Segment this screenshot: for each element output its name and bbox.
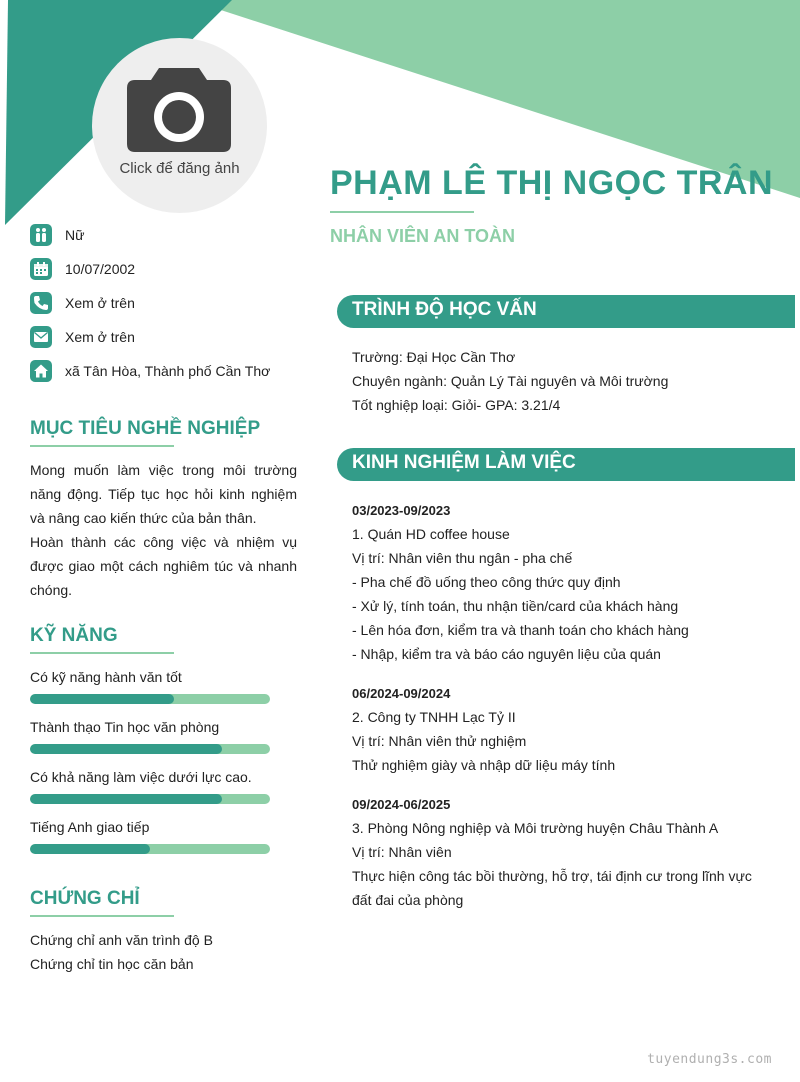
objective-paragraph: Hoàn thành các công việc và nhiệm vụ được giao một cách nghiêm túc và nhanh chóng. bbox=[30, 534, 297, 598]
candidate-name: PHẠM LÊ THỊ NGỌC TRÂN bbox=[330, 164, 774, 202]
contact-list bbox=[30, 224, 270, 394]
contact-address-text: xã Tân Hòa, Thành phố Cần Thơ bbox=[65, 363, 271, 379]
skill-bar bbox=[30, 744, 270, 754]
job-line: - Nhập, kiểm tra và báo cáo nguyên liệu của quán bbox=[352, 646, 661, 662]
calendar-icon bbox=[30, 258, 52, 280]
contact-phone bbox=[30, 292, 270, 326]
job-line: Vị trí: Nhân viên thu ngân - pha chế bbox=[352, 550, 573, 566]
contact-email bbox=[30, 326, 270, 360]
objective-paragraph: Mong muốn làm việc trong môi trường năng động. Tiếp tục học hỏi kinh nghiệm và nâng cao kiến thức của bản thân. bbox=[30, 462, 297, 526]
certificates-heading: CHỨNG CHỈ bbox=[30, 888, 140, 909]
education-header bbox=[337, 295, 795, 328]
skill-bar bbox=[30, 694, 270, 704]
certificate-item: Chứng chỉ tin học căn bản bbox=[30, 956, 194, 972]
watermark: tuyendung3s.com bbox=[647, 1052, 772, 1067]
gender-icon bbox=[30, 224, 52, 246]
job-line: Vị trí: Nhân viên bbox=[352, 844, 452, 860]
objective-heading: MỤC TIÊU NGHỀ NGHIỆP bbox=[30, 418, 261, 439]
experience-header bbox=[337, 448, 795, 481]
objective-text bbox=[30, 458, 297, 602]
skill-label: Thành thạo Tin học văn phòng bbox=[30, 719, 220, 735]
contact-birthday bbox=[30, 258, 270, 292]
certificates-divider bbox=[30, 915, 174, 917]
job-line: - Pha chế đồ uống theo công thức quy định bbox=[352, 574, 621, 590]
education-major: Chuyên ngành: Quản Lý Tài nguyên và Môi trường bbox=[352, 373, 669, 389]
objective-divider bbox=[30, 445, 174, 447]
job-period: 06/2024-09/2024 bbox=[352, 686, 451, 701]
skill-label: Có khả năng làm việc dưới lực cao. bbox=[30, 769, 252, 785]
job-period: 03/2023-09/2023 bbox=[352, 503, 451, 518]
job-line: 2. Công ty TNHH Lạc Tỷ II bbox=[352, 709, 516, 725]
skill-bar bbox=[30, 844, 270, 854]
job-title: NHÂN VIÊN AN TOÀN bbox=[330, 226, 516, 246]
photo-upload-label: Click để đăng ảnh bbox=[119, 160, 240, 177]
experience-heading: KINH NGHIỆM LÀM VIỆC bbox=[352, 452, 576, 473]
contact-birthday-text: 10/07/2002 bbox=[65, 261, 136, 277]
job-line: Thực hiện công tác bồi thường, hỗ trợ, tái định cư trong lĩnh vực bbox=[352, 868, 752, 884]
contact-email-text: Xem ở trên bbox=[65, 329, 135, 345]
job-period: 09/2024-06/2025 bbox=[352, 797, 451, 812]
skill-bar-fill bbox=[30, 694, 174, 704]
contact-phone-text: Xem ở trên bbox=[65, 295, 135, 311]
job-line: 1. Quán HD coffee house bbox=[352, 526, 510, 542]
skills-divider bbox=[30, 652, 174, 654]
certificate-item: Chứng chỉ anh văn trình độ B bbox=[30, 932, 213, 948]
contact-address bbox=[30, 360, 270, 394]
skill-bar-fill bbox=[30, 844, 150, 854]
job-line: đất đai của phòng bbox=[352, 892, 464, 908]
education-school: Trường: Đại Học Cần Thơ bbox=[352, 349, 516, 365]
camera-icon bbox=[125, 62, 233, 154]
skill-label: Có kỹ năng hành văn tốt bbox=[30, 669, 182, 685]
skill-bar-fill bbox=[30, 744, 222, 754]
name-divider bbox=[330, 211, 474, 213]
home-icon bbox=[30, 360, 52, 382]
job-line: - Lên hóa đơn, kiểm tra và thanh toán cho khách hàng bbox=[352, 622, 689, 638]
skill-bar bbox=[30, 794, 270, 804]
skills-heading: KỸ NĂNG bbox=[30, 625, 118, 646]
photo-upload[interactable] bbox=[92, 38, 267, 213]
education-heading: TRÌNH ĐỘ HỌC VẤN bbox=[352, 299, 537, 320]
contact-gender-text: Nữ bbox=[65, 227, 85, 243]
skill-label: Tiếng Anh giao tiếp bbox=[30, 819, 150, 835]
contact-gender bbox=[30, 224, 270, 258]
phone-icon bbox=[30, 292, 52, 314]
mail-icon bbox=[30, 326, 52, 348]
skill-bar-fill bbox=[30, 794, 222, 804]
job-line: - Xử lý, tính toán, thu nhận tiền/card của khách hàng bbox=[352, 598, 679, 614]
job-line: Vị trí: Nhân viên thử nghiệm bbox=[352, 733, 527, 749]
job-line: Thử nghiệm giày và nhập dữ liệu máy tính bbox=[352, 757, 616, 773]
education-grade: Tốt nghiệp loại: Giỏi- GPA: 3.21/4 bbox=[352, 397, 561, 413]
job-line: 3. Phòng Nông nghiệp và Môi trường huyện Châu Thành A bbox=[352, 820, 719, 836]
